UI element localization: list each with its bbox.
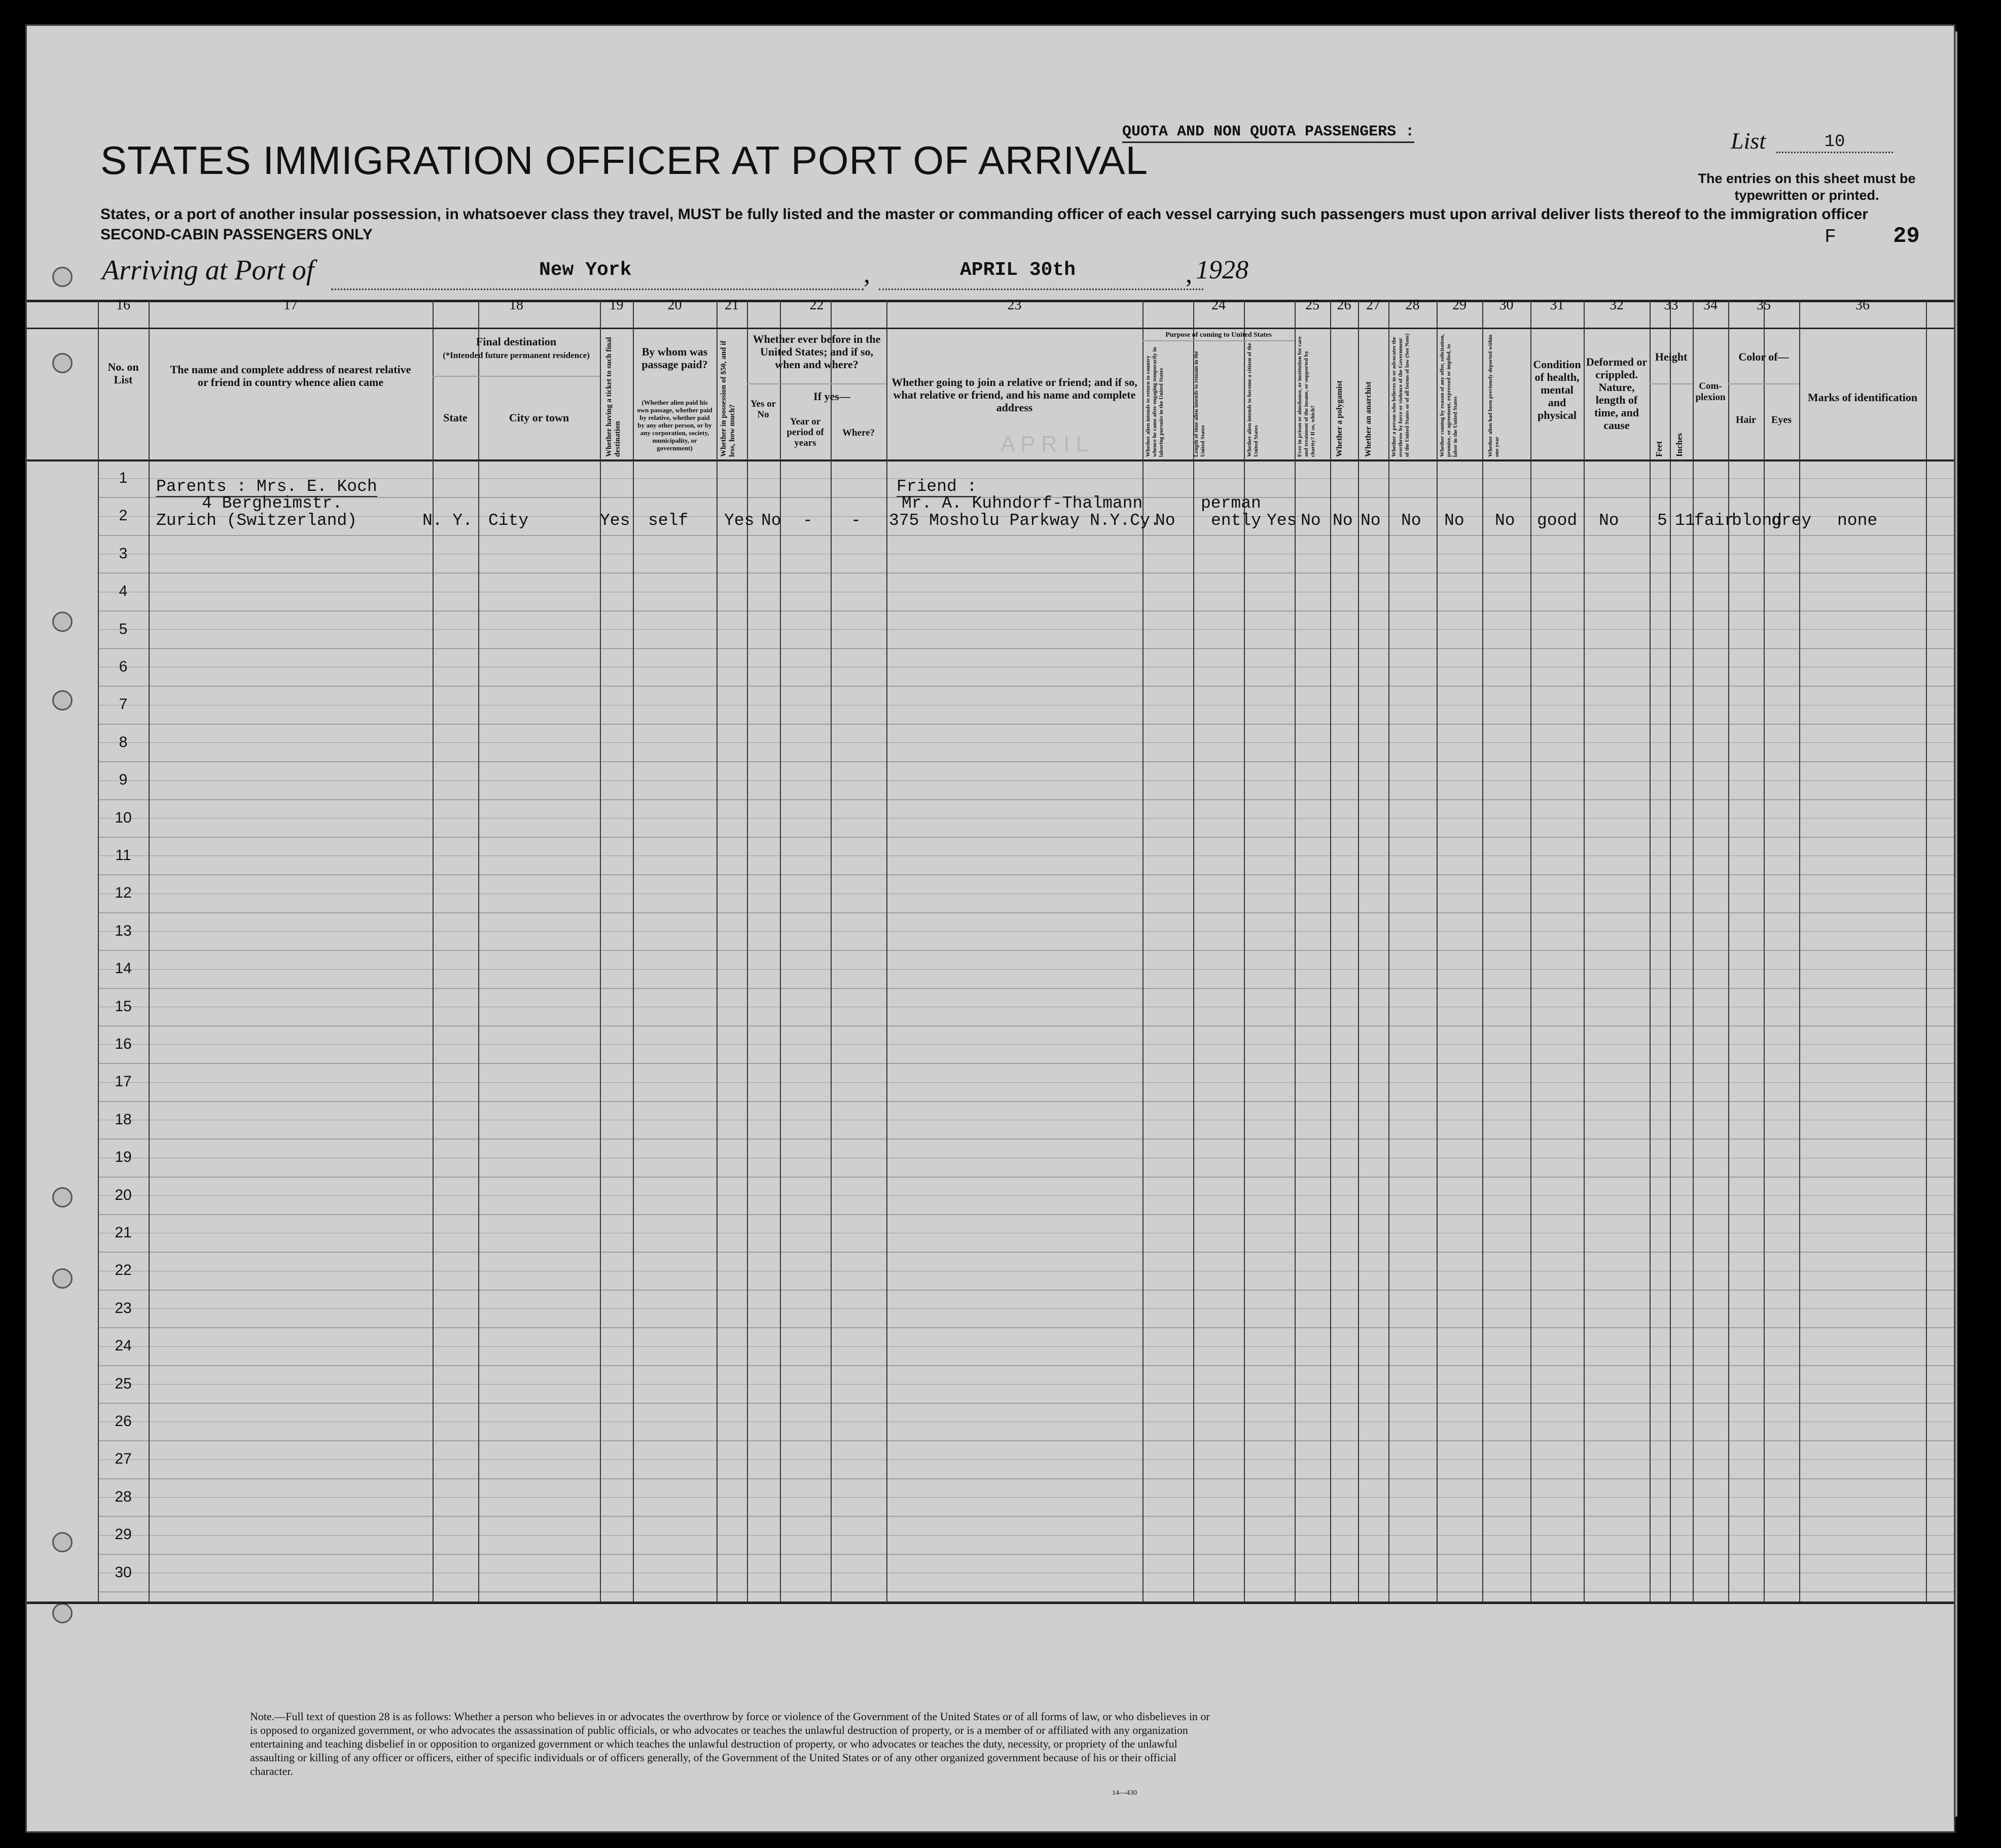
entry1-possession: Yes bbox=[724, 511, 755, 530]
header-inches: Inches bbox=[1674, 433, 1684, 457]
row-number: 11 bbox=[115, 847, 131, 864]
col-num-18: 18 bbox=[509, 297, 523, 313]
grid-line bbox=[831, 300, 832, 1602]
row-number: 30 bbox=[115, 1564, 132, 1581]
grid-line bbox=[98, 1214, 1954, 1215]
row-number: 29 bbox=[115, 1526, 132, 1543]
col-num-33: 33 bbox=[1664, 297, 1678, 313]
intro-text: States, or a port of another insular possession, in whatsoever class they travel, MUST be fully listed and the master or commanding officer of each vessel carrying such passengers must upon arrival deliver lists thereof to the immigration officer bbox=[100, 206, 1868, 223]
grid-line bbox=[98, 686, 1954, 687]
grid-line bbox=[98, 535, 1954, 536]
header-purpose-return: Whether alien intends to return to country whence he came after engaging temporarily in laboring pursuits in the United States bbox=[1145, 347, 1164, 457]
header-height: Height bbox=[1655, 350, 1688, 363]
entry1-marks: none bbox=[1837, 511, 1878, 530]
entry1-relative-line1: Parents : Mrs. E. Koch bbox=[156, 477, 377, 496]
grid-line bbox=[780, 300, 781, 1602]
grid-line bbox=[98, 1177, 1954, 1178]
grid-line bbox=[1295, 300, 1296, 1602]
comma: , bbox=[864, 260, 870, 289]
entry1-col30: No bbox=[1495, 511, 1515, 530]
row-number: 1 bbox=[119, 470, 128, 486]
col-num-24: 24 bbox=[1211, 297, 1226, 313]
row-number: 4 bbox=[119, 583, 128, 599]
grid-line bbox=[1670, 300, 1671, 1602]
header-city: City or town bbox=[509, 411, 569, 424]
grid-line bbox=[1330, 300, 1331, 1602]
col-num-21: 21 bbox=[725, 297, 739, 313]
row-number: 2 bbox=[119, 507, 128, 524]
header-where: Where? bbox=[842, 428, 875, 438]
entry1-passage-paid: self bbox=[648, 511, 689, 530]
grid-line bbox=[98, 1591, 1954, 1592]
grid-line bbox=[1142, 340, 1295, 341]
entry1-prison: No bbox=[1301, 511, 1321, 530]
grid-line bbox=[747, 300, 748, 1602]
grid-line bbox=[1728, 300, 1729, 1602]
row-number: 6 bbox=[119, 658, 128, 675]
grid-line bbox=[98, 1365, 1954, 1366]
header-deformed: Deformed or crippled. Nature, length of time, and cause bbox=[1586, 356, 1648, 432]
header-relative-address: The name and complete address of nearest relative or friend in country whence alien came bbox=[170, 363, 411, 388]
grid-line bbox=[1650, 383, 1693, 384]
header-passage-paid: By whom was passage paid? bbox=[641, 345, 708, 371]
entry1-citizen: Yes bbox=[1267, 511, 1297, 530]
entry1-col28: No bbox=[1401, 511, 1421, 530]
grid-line bbox=[98, 1082, 1954, 1083]
grid-line bbox=[98, 742, 1954, 743]
grid-line bbox=[98, 1063, 1954, 1064]
col-num-26: 26 bbox=[1337, 297, 1351, 313]
col-num-25: 25 bbox=[1305, 297, 1319, 313]
header-yes-or-no: Yes or No bbox=[750, 399, 776, 420]
col-num-23: 23 bbox=[1007, 297, 1022, 313]
grid-line bbox=[1388, 300, 1389, 1602]
col-num-17: 17 bbox=[283, 297, 298, 313]
row-number: 23 bbox=[115, 1300, 132, 1317]
grid-line bbox=[98, 874, 1954, 875]
grid-line bbox=[1764, 300, 1765, 1602]
entry1-year-period: - bbox=[803, 511, 813, 530]
col-num-27: 27 bbox=[1366, 297, 1380, 313]
row-number: 12 bbox=[115, 884, 132, 901]
row-number: 5 bbox=[119, 621, 128, 637]
entry1-join-line2: Mr. A. Kuhndorf-Thalmann bbox=[902, 494, 1143, 513]
list-number: 10 bbox=[1776, 132, 1893, 153]
grid-line bbox=[98, 1290, 1954, 1291]
entries-note: The entries on this sheet must be typewritten or printed. bbox=[1698, 171, 1916, 203]
header-hair: Hair bbox=[1736, 414, 1756, 425]
quota-label: QUOTA AND NON QUOTA PASSENGERS : bbox=[1122, 123, 1414, 143]
f-mark: F bbox=[1825, 226, 1836, 248]
grid-line bbox=[433, 300, 434, 1602]
entry1-length-line1: perman bbox=[1201, 494, 1261, 513]
grid-line bbox=[1142, 300, 1144, 1602]
entry1-polygamist: No bbox=[1333, 511, 1353, 530]
grid-line bbox=[149, 300, 150, 1602]
col-num-22: 22 bbox=[809, 297, 824, 313]
col-num-35: 35 bbox=[1757, 297, 1771, 313]
col-num-29: 29 bbox=[1452, 297, 1467, 313]
row-number: 24 bbox=[115, 1337, 132, 1354]
grid-line bbox=[98, 912, 1954, 913]
entry1-hair: blond bbox=[1732, 511, 1782, 530]
row-number: 8 bbox=[119, 734, 128, 751]
grid-line bbox=[1926, 300, 1927, 1602]
header-prison: Ever in prison or almshouse, or institution for care and treatment of the insane, or supported by charity? If so, which? bbox=[1297, 336, 1316, 457]
grid-line bbox=[98, 799, 1954, 800]
header-col29: Whether coming by reason of any offer, solicitation, promise, or agreement, expressed or implied, to labor in the United States bbox=[1439, 334, 1458, 457]
entry1-complexion: fair bbox=[1694, 511, 1735, 530]
row-number: 3 bbox=[119, 545, 128, 562]
col-num-36: 36 bbox=[1855, 297, 1870, 313]
grid-line bbox=[1530, 300, 1531, 1602]
header-final-destination: Final destination bbox=[476, 335, 557, 348]
grid-line bbox=[600, 300, 601, 1602]
entry1-feet: 5 bbox=[1657, 511, 1667, 530]
grid-line bbox=[1584, 300, 1585, 1602]
port-value: New York bbox=[539, 259, 632, 281]
grid-line bbox=[717, 300, 718, 1602]
grid-line bbox=[27, 328, 1954, 329]
row-number: 18 bbox=[115, 1111, 132, 1128]
grid-line bbox=[886, 300, 887, 1602]
col-num-32: 32 bbox=[1610, 297, 1624, 313]
row-number: 19 bbox=[115, 1149, 132, 1165]
entry1-deformed: No bbox=[1599, 511, 1619, 530]
entry1-ever-before: No bbox=[761, 511, 781, 530]
entry1-ticket: Yes bbox=[600, 511, 630, 530]
entry1-eyes: grey bbox=[1771, 511, 1812, 530]
header-purpose: Purpose of coming to United States bbox=[1165, 331, 1272, 339]
row-number: 22 bbox=[115, 1262, 132, 1278]
grid-line bbox=[98, 780, 1954, 781]
entry1-state: N. Y. bbox=[422, 511, 473, 530]
manifest-sheet bbox=[25, 24, 1955, 1833]
grid-line bbox=[98, 1327, 1954, 1328]
grid-line bbox=[98, 1252, 1954, 1253]
grid-line bbox=[98, 1440, 1954, 1441]
row-number: 26 bbox=[115, 1413, 132, 1430]
header-passage-paid-note: (Whether alien paid his own passage, whether paid by relative, whether paid by any other person, or by any corporation, society, municipality, or government) bbox=[637, 399, 712, 452]
entry1-relative-line3: Zurich (Switzerland) bbox=[156, 511, 358, 530]
header-feet: Feet bbox=[1654, 441, 1664, 457]
header-ticket: Whether having a ticket to such final destination bbox=[605, 337, 622, 457]
sheet-number: 29 bbox=[1893, 224, 1920, 249]
grid-line bbox=[98, 1044, 1954, 1045]
entry1-length-line2: ently bbox=[1211, 511, 1262, 530]
grid-line bbox=[98, 818, 1954, 819]
grid-line bbox=[98, 931, 1954, 932]
header-no-on-list: No. on List bbox=[108, 361, 139, 386]
header-ever-before: Whether ever before in the United States; and if so, when and where? bbox=[753, 333, 881, 371]
entry1-inches: 11 bbox=[1675, 511, 1695, 530]
row-number: 20 bbox=[115, 1187, 132, 1203]
header-year-period: Year or period of years bbox=[787, 416, 824, 448]
row-number: 21 bbox=[115, 1224, 132, 1241]
form-number: 14—430 bbox=[1112, 1789, 1137, 1797]
header-eyes: Eyes bbox=[1771, 414, 1792, 425]
grid-line bbox=[98, 1346, 1954, 1347]
col-num-34: 34 bbox=[1703, 297, 1718, 313]
header-join-relative: Whether going to join a relative or friend; and if so, what relative or friend, and his name and complete address bbox=[891, 376, 1137, 414]
grid-line bbox=[433, 376, 600, 377]
grid-line bbox=[98, 300, 99, 1602]
grid-line bbox=[98, 837, 1954, 838]
entry1-anarchist: No bbox=[1361, 511, 1381, 530]
year-value: 1928 bbox=[1196, 256, 1248, 285]
grid-line bbox=[98, 1403, 1954, 1404]
header-purpose-length: Length of time alien intends to remain in the United States bbox=[1193, 351, 1206, 457]
header-col28: Whether a person who believes in or advocates the overthrow by force or violence of the Government of the United States or of all forms of law (See Note) bbox=[1391, 333, 1410, 457]
grid-line bbox=[98, 648, 1954, 649]
header-col30: Whether alien had been previously deported within one year bbox=[1487, 334, 1500, 457]
grid-line bbox=[98, 1139, 1954, 1140]
grid-line bbox=[27, 1602, 1954, 1604]
grid-line bbox=[98, 1516, 1954, 1517]
row-number: 17 bbox=[115, 1073, 132, 1090]
header-anarchist: Whether an anarchist bbox=[1364, 381, 1373, 457]
header-state: State bbox=[443, 411, 468, 424]
row-number: 10 bbox=[115, 809, 132, 826]
col-num-16: 16 bbox=[116, 297, 130, 313]
header-health: Condition of health, mental and physical bbox=[1533, 358, 1581, 421]
col-num-20: 20 bbox=[667, 297, 682, 313]
grid-line bbox=[98, 1025, 1954, 1026]
manifest-grid bbox=[27, 26, 1954, 1831]
grid-line bbox=[1693, 300, 1694, 1602]
footer-note: Note.—Full text of question 28 is as follows: Whether a person who believes in or advocates the overthrow by force or violence of the Government of the United States or of all forms of law, or who disbelieves in or is opposed to organized government, or who advocates the assassination of public officials, or who advocates or teaches the unlawful destruction of property, or is a member of or affiliated with any organization entertaining and teaching disbelief in or opposition to organized government or which teaches the unlawful destruction of property, or who advocates or teaches the duty, necessity, or propriety of the unlawful assaulting or killing of any officer or officers, either of specific individuals or of officers generally, of the Government of the United States or of any other organized government because of his or their official character. bbox=[250, 1710, 1210, 1778]
grid-line bbox=[1482, 300, 1483, 1602]
entry1-city: City bbox=[488, 511, 529, 530]
grid-line bbox=[98, 724, 1954, 725]
header-purpose-citizen: Whether alien intends to become a citizen of the United States bbox=[1246, 343, 1259, 457]
grid-line bbox=[1437, 300, 1438, 1602]
header-possession-50: Whether in possession of $50, and if less, how much? bbox=[720, 340, 736, 457]
grid-line bbox=[98, 1308, 1954, 1309]
grid-line bbox=[98, 761, 1954, 762]
bleed-through-stamp: A P R I L bbox=[1000, 432, 1088, 456]
entry1-join-line3: 375 Mosholu Parkway N.Y.Cy. bbox=[889, 511, 1160, 530]
grid-line bbox=[98, 1195, 1954, 1196]
grid-line bbox=[98, 1478, 1954, 1479]
row-number: 9 bbox=[119, 771, 128, 788]
entry1-health: good bbox=[1537, 511, 1578, 530]
col-num-28: 28 bbox=[1405, 297, 1420, 313]
grid-line bbox=[98, 629, 1954, 630]
grid-line bbox=[98, 1554, 1954, 1555]
header-final-destination-note: (*Intended future permanent residence) bbox=[443, 350, 590, 360]
grid-line bbox=[1650, 300, 1651, 1602]
header-complexion: Com-plexion bbox=[1695, 381, 1726, 403]
page-title: STATES IMMIGRATION OFFICER AT PORT OF ARRIVAL bbox=[100, 138, 1149, 183]
col-num-30: 30 bbox=[1499, 297, 1514, 313]
grid-line bbox=[1728, 383, 1799, 384]
entry1-join-line1: Friend : bbox=[897, 477, 977, 496]
grid-line bbox=[1193, 300, 1194, 1602]
grid-line bbox=[1799, 300, 1800, 1602]
grid-line bbox=[98, 1421, 1954, 1422]
col-num-19: 19 bbox=[609, 297, 624, 313]
grid-line bbox=[98, 573, 1954, 574]
grid-line bbox=[98, 611, 1954, 612]
col-num-31: 31 bbox=[1550, 297, 1564, 313]
entry1-purpose-return: No bbox=[1155, 511, 1175, 530]
grid-line bbox=[1358, 300, 1359, 1602]
row-number: 25 bbox=[115, 1375, 132, 1392]
grid-line bbox=[98, 1497, 1954, 1498]
list-label: List bbox=[1731, 128, 1766, 154]
entry1-relative-line2: 4 Bergheimstr. bbox=[202, 494, 343, 513]
grid-line bbox=[747, 383, 886, 384]
grid-line bbox=[27, 459, 1954, 461]
grid-line bbox=[98, 1101, 1954, 1102]
row-number: 15 bbox=[115, 998, 132, 1015]
row-number: 16 bbox=[115, 1036, 132, 1052]
header-marks: Marks of identification bbox=[1807, 391, 1918, 404]
grid-line bbox=[478, 300, 479, 1602]
header-if-yes: If yes— bbox=[813, 390, 850, 403]
row-number: 27 bbox=[115, 1450, 132, 1467]
entry1-where: - bbox=[851, 511, 861, 530]
comma: , bbox=[1186, 260, 1192, 289]
grid-line bbox=[98, 988, 1954, 989]
grid-line bbox=[98, 969, 1954, 970]
entry1-col29: No bbox=[1444, 511, 1464, 530]
second-cabin-label: SECOND-CABIN PASSENGERS ONLY bbox=[100, 226, 373, 243]
row-number: 28 bbox=[115, 1488, 132, 1505]
arriving-label: Arriving at Port of bbox=[102, 255, 314, 286]
header-polygamist: Whether a polygamist bbox=[1335, 380, 1344, 457]
grid-line bbox=[98, 950, 1954, 951]
row-number: 14 bbox=[115, 960, 132, 977]
row-number: 13 bbox=[115, 922, 132, 939]
grid-line bbox=[633, 300, 634, 1602]
grid-line bbox=[98, 1535, 1954, 1536]
header-color-of: Color of— bbox=[1738, 350, 1789, 363]
row-number: 7 bbox=[119, 696, 128, 713]
date-value: APRIL 30th bbox=[960, 259, 1076, 281]
